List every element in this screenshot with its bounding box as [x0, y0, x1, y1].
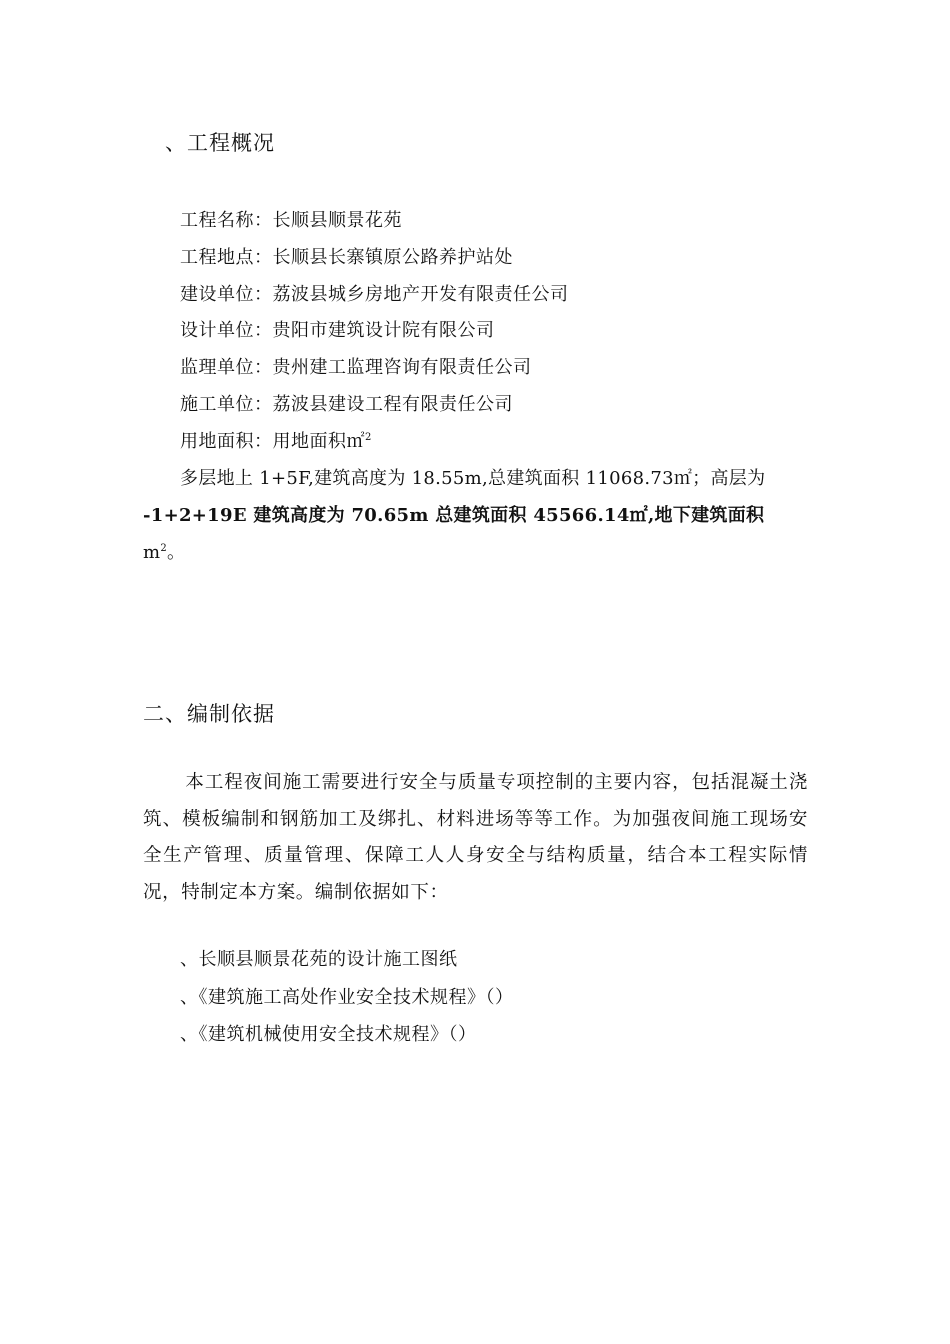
reference-item: 、长顺县顺景花苑的设计施工图纸	[180, 949, 458, 970]
underground-area-unit: m	[143, 542, 161, 563]
supervisor-field: 监理单位：贵州建工监理咨询有限责任公司	[180, 357, 532, 378]
reference-item: 、《建筑机械使用安全技术规程》（）	[180, 1024, 477, 1045]
designer-field: 设计单位：贵阳市建筑设计院有限公司	[180, 320, 495, 341]
underground-area-end: 。	[167, 542, 186, 563]
underground-area-unit-sup: 2	[160, 543, 168, 554]
compilation-paragraph-text: 本工程夜间施工需要进行安全与质量专项控制的主要内容，包括混凝土浇筑、模板编制和钢筋加工及绑扎、材料进场等等工作。为加强夜间施工现场安全生产管理、质量管理、保障工人人身安全与结构质量，结合本工程实际情况，特制定本方案。编制依据如下：	[143, 772, 808, 903]
section-heading-compilation-basis: 二、编制依据	[143, 702, 275, 726]
contractor-field: 施工单位：荔波县建设工程有限责任公司	[180, 394, 513, 415]
section-heading-project-overview: 、工程概况	[165, 131, 275, 155]
compilation-paragraph	[143, 765, 808, 911]
land-area-unit-sup: 2	[365, 432, 372, 443]
project-location-field: 工程地点：长顺县长寨镇原公路养护站处	[180, 247, 513, 268]
land-area-text: 用地面积：用地面积㎡	[180, 431, 365, 452]
project-name-field: 工程名称：长顺县顺景花苑	[180, 210, 402, 231]
land-area-field	[180, 427, 372, 453]
building-detail-line-3	[143, 538, 185, 564]
reference-item: 、《建筑施工高处作业安全技术规程》（）	[180, 987, 514, 1008]
building-detail-line-2: -1+2+19E 建筑高度为 70.65m 总建筑面积 45566.14㎡,地下建筑面积	[143, 505, 765, 526]
developer-field: 建设单位：荔波县城乡房地产开发有限责任公司	[180, 284, 569, 305]
building-detail-line-1: 多层地上 1+5F,建筑高度为 18.55m,总建筑面积 11068.73㎡；高层为	[180, 468, 766, 489]
